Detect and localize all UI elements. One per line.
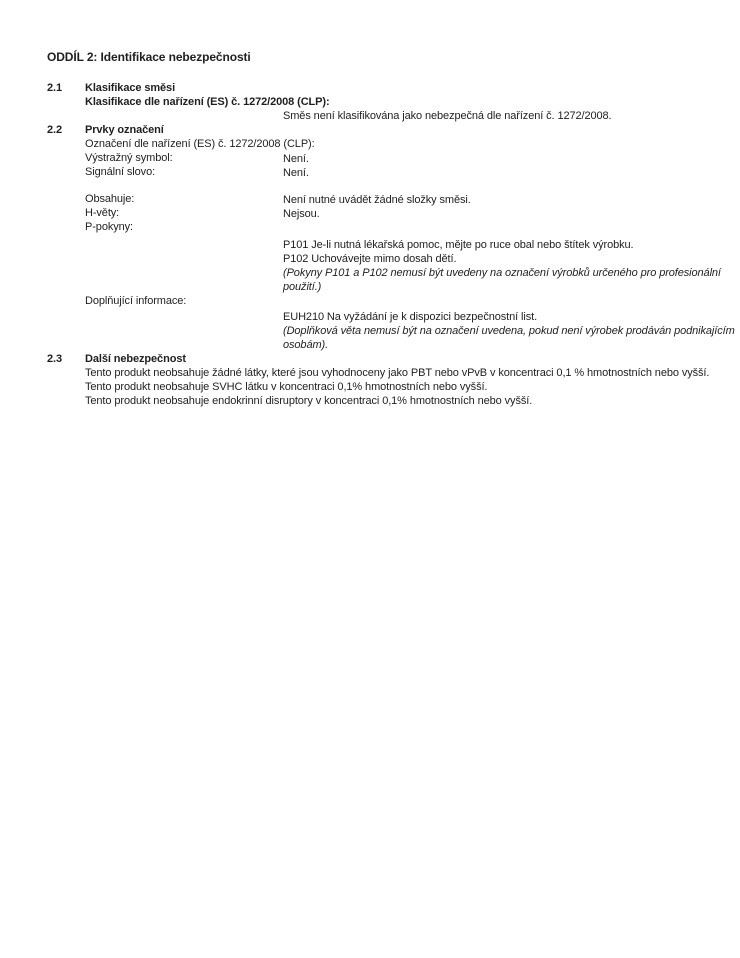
classification-regulation-label: Klasifikace dle nařízení (ES) č. 1272/2008 (CLP):: [85, 96, 330, 108]
endocrine-disruptor-statement: Tento produkt neobsahuje endokrinní disruptory v koncentraci 0,1% hmotnostních nebo vyšší.: [85, 395, 533, 407]
labelling-regulation-intro: Označení dle nařízení (ES) č. 1272/2008 (CLP):: [85, 138, 315, 150]
classification-value: Směs není klasifikována jako nebezpečná dle nařízení č. 1272/2008.: [283, 110, 612, 122]
signal-word-row: [85, 165, 716, 179]
signal-word-value: Není.: [283, 167, 309, 179]
subsection-2-3: [47, 352, 716, 408]
p-statements-value: [283, 221, 716, 235]
hazard-symbol-value: Není.: [283, 153, 309, 165]
subsection-2-1-number: 2.1: [47, 82, 62, 94]
contains-label: Obsahuje:: [85, 193, 135, 205]
spacer: [85, 179, 716, 192]
hazard-symbol-label: Výstražný symbol:: [85, 152, 173, 164]
contains-row: [85, 192, 716, 206]
p-note-line-2: použití.): [283, 281, 322, 293]
h-statements-label: H-věty:: [85, 207, 120, 219]
p-statements-row: [85, 220, 716, 234]
signal-word-label: Signální slovo:: [85, 166, 156, 178]
hazard-symbol-row: [85, 151, 716, 165]
euh-note-line-2: osobám).: [283, 339, 329, 351]
p102-statement: P102 Uchovávejte mimo dosah dětí.: [283, 253, 457, 265]
pbt-vpvb-statement: Tento produkt neobsahuje žádné látky, které jsou vyhodnoceny jako PBT nebo vPvB v koncentraci 0,1 % hmotnostních nebo vyšší.: [85, 367, 710, 379]
p-note-line-1: (Pokyny P101 a P102 nemusí být uvedeny na označení výrobků určeného pro profesionální: [283, 267, 721, 279]
h-statements-row: [85, 206, 716, 220]
section-heading: ODDÍL 2: Identifikace nebezpečnosti: [47, 50, 251, 64]
h-statements-value: Nejsou.: [283, 208, 320, 220]
subsection-2-2-title: Prvky označení: [85, 124, 164, 136]
subsection-2-1-title: Klasifikace směsi: [85, 82, 176, 94]
additional-info-label: Doplňující informace:: [85, 295, 187, 307]
subsection-2-1: [47, 81, 716, 123]
euh210-statement: EUH210 Na vyžádání je k dispozici bezpečnostní list.: [283, 311, 538, 323]
section-2-content: [47, 50, 735, 408]
subsection-2-3-number: 2.3: [47, 353, 62, 365]
euh-note-line-1: (Doplňková věta nemusí být na označení uvedena, pokud není výrobek prodáván podnikajícím: [283, 325, 735, 337]
subsection-2-2: [47, 123, 735, 352]
p-statements-label: P-pokyny:: [85, 221, 134, 233]
contains-value: Není nutné uvádět žádné složky směsi.: [283, 194, 471, 206]
subsection-2-2-number: 2.2: [47, 124, 62, 136]
p101-statement: P101 Je-li nutná lékařská pomoc, mějte po ruce obal nebo štítek výrobku.: [283, 239, 634, 251]
svhc-statement: Tento produkt neobsahuje SVHC látku v koncentraci 0,1% hmotnostních nebo vyšší.: [85, 381, 488, 393]
subsection-2-3-title: Další nebezpečnost: [85, 353, 186, 365]
